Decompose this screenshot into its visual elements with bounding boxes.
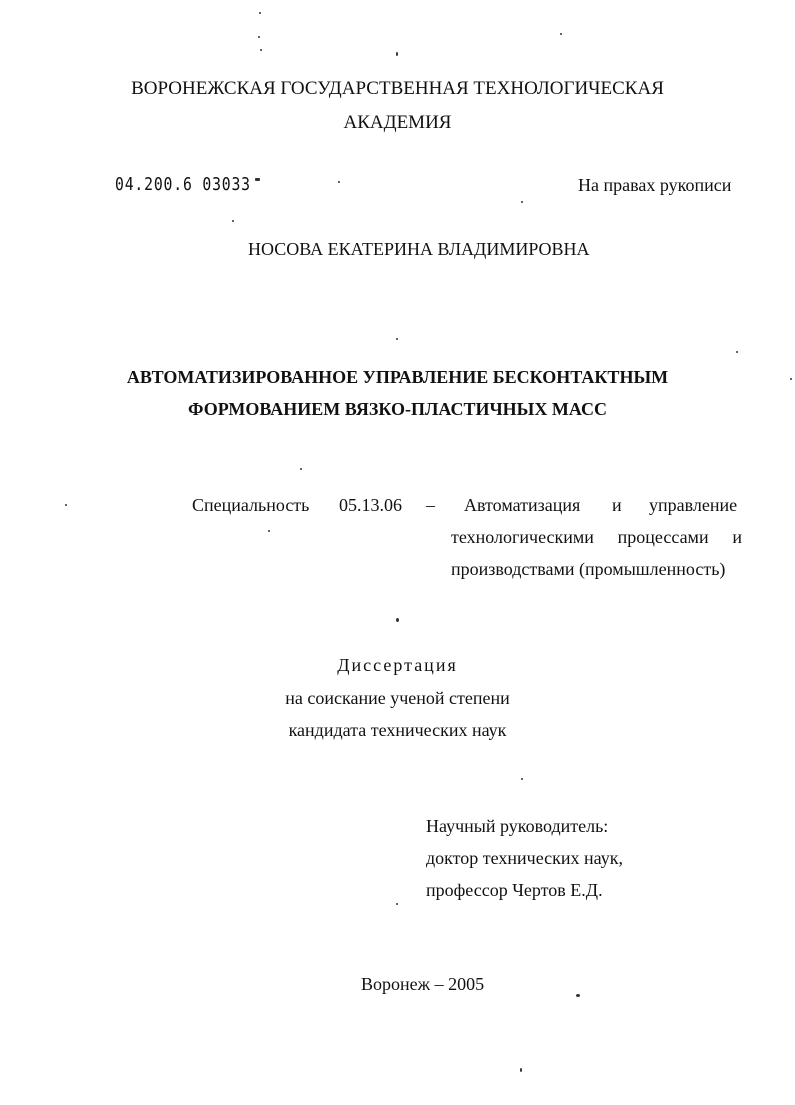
supervisor-degree: доктор технических наук, xyxy=(426,848,623,868)
work-type-candidate-line: кандидата технических наук xyxy=(288,720,507,740)
scan-speck xyxy=(65,504,67,506)
registration-number: 04.200.6 03033 xyxy=(115,174,251,195)
scan-speck xyxy=(300,468,302,470)
specialty-code: 05.13.06 xyxy=(339,495,402,515)
scan-speck xyxy=(396,338,398,340)
institution-name-line2: АКАДЕМИЯ xyxy=(343,112,452,133)
specialty-word: и xyxy=(612,495,622,515)
scan-speck xyxy=(521,201,523,203)
scan-speck xyxy=(258,36,260,38)
stamp-mark xyxy=(255,178,260,181)
scan-speck xyxy=(576,994,580,997)
scan-speck xyxy=(259,12,261,14)
work-type-heading: Диссертация xyxy=(337,655,458,675)
place-year: Воронеж – 2005 xyxy=(361,974,485,994)
dissertation-title-line2: ФОРМОВАНИЕМ ВЯЗКО-ПЛАСТИЧНЫХ МАСС xyxy=(188,399,607,419)
specialty-line2: технологическими процессами и xyxy=(451,527,742,547)
scan-speck xyxy=(736,351,738,353)
author-name: НОСОВА ЕКАТЕРИНА ВЛАДИМИРОВНА xyxy=(248,239,590,259)
specialty-label: Специальность xyxy=(192,495,310,515)
dissertation-title-line1: АВТОМАТИЗИРОВАННОЕ УПРАВЛЕНИЕ БЕСКОНТАКТНЫМ xyxy=(126,367,669,387)
scan-speck xyxy=(260,49,262,51)
specialty-dash: – xyxy=(426,495,435,515)
specialty-line3: производствами (промышленность) xyxy=(451,559,726,579)
institution-name-line1: ВОРОНЕЖСКАЯ ГОСУДАРСТВЕННАЯ ТЕХНОЛОГИЧЕСКАЯ xyxy=(131,78,664,99)
specialty-word: Автоматизация xyxy=(464,495,581,515)
scan-speck xyxy=(338,181,340,183)
scan-speck xyxy=(396,903,398,905)
scan-speck xyxy=(268,530,270,532)
scan-speck xyxy=(396,52,398,56)
scan-speck xyxy=(521,778,523,780)
work-type-degree-line: на соискание ученой степени xyxy=(285,688,510,708)
scan-speck xyxy=(396,618,399,622)
scan-speck xyxy=(232,220,234,222)
scan-speck xyxy=(520,1068,522,1072)
supervisor-name: профессор Чертов Е.Д. xyxy=(426,880,603,900)
specialty-word: управление xyxy=(649,495,738,515)
manuscript-rights-label: На правах рукописи xyxy=(578,175,732,195)
scan-speck xyxy=(560,33,562,35)
supervisor-label: Научный руководитель: xyxy=(426,816,609,836)
